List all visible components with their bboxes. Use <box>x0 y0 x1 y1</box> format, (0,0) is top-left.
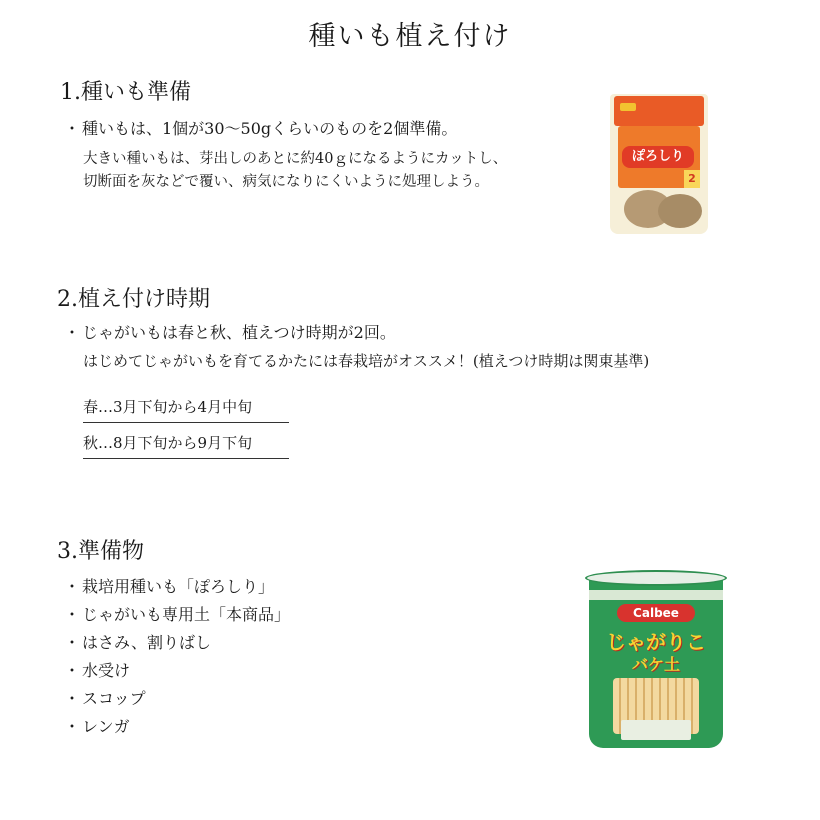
bullet-mark: ・ <box>64 689 81 708</box>
list-item <box>64 685 290 713</box>
list-item-text: レンガ <box>82 717 130 736</box>
cup-info-panel <box>621 720 691 740</box>
bag-count-badge: 2 <box>684 170 700 188</box>
preparation-bullet <box>64 116 457 139</box>
planting-time-note: はじめてじゃがいもを育てるかたには春栽培がオススメ！(植えつけ時期は関東基準) <box>83 352 650 370</box>
cup-product-name: じゃがりこ <box>606 630 706 654</box>
bag-sticker <box>620 103 636 111</box>
preparation-bullet-text: 種いもは、1個が30〜50gくらいのものを2個準備。 <box>82 119 458 138</box>
bullet-mark: ・ <box>64 323 81 342</box>
seed-potato-bag-image <box>610 94 708 234</box>
list-item <box>64 601 290 629</box>
list-item <box>64 629 290 657</box>
list-item-text: 栽培用種いも「ぽろしり」 <box>82 577 275 596</box>
soil-cup-image <box>585 570 727 755</box>
page-title: 種いも植え付け <box>308 21 512 52</box>
cup-product-subtitle: バケ土 <box>631 655 680 674</box>
preparation-note-line: 切断面を灰などで覆い、病気になりにくいように処理しよう。 <box>83 174 489 190</box>
section-heading-planting-time: 2.植え付け時期 <box>57 287 210 312</box>
cup-rim <box>585 570 727 586</box>
bullet-mark: ・ <box>64 119 81 138</box>
section-heading-preparation: 1.種いも準備 <box>60 80 191 105</box>
bullet-mark: ・ <box>64 661 81 680</box>
list-item <box>64 573 290 601</box>
list-item-text: はさみ、割りばし <box>82 633 211 652</box>
list-item-text: スコップ <box>82 689 146 708</box>
calbee-logo: Calbee <box>617 604 695 622</box>
list-item <box>64 657 290 685</box>
planting-time-bullet <box>64 320 396 343</box>
planting-time-bullet-text: じゃがいもは春と秋、植えつけ時期が2回。 <box>82 323 396 342</box>
preparation-note-line: 大きい種いもは、芽出しのあとに約40ｇになるようにカットし、 <box>83 151 508 167</box>
list-item-text: じゃがいも専用土「本商品」 <box>82 605 291 624</box>
bullet-mark: ・ <box>64 717 81 736</box>
bullet-mark: ・ <box>64 605 81 624</box>
list-item-text: 水受け <box>82 661 131 680</box>
bullet-mark: ・ <box>64 633 81 652</box>
cup-band <box>589 590 723 600</box>
bullet-mark: ・ <box>64 577 81 596</box>
season-autumn: 秋…8月下旬から9月下旬 <box>83 432 289 459</box>
bag-brand-logo: ぽろしり <box>622 146 694 168</box>
section-heading-supplies: 3.準備物 <box>57 539 144 564</box>
list-item <box>64 713 290 741</box>
supplies-list <box>64 573 290 741</box>
preparation-note <box>83 148 507 194</box>
bag-top-band <box>614 96 704 126</box>
season-spring: 春…3月下旬から4月中旬 <box>83 396 289 423</box>
potato-shape <box>658 194 702 228</box>
